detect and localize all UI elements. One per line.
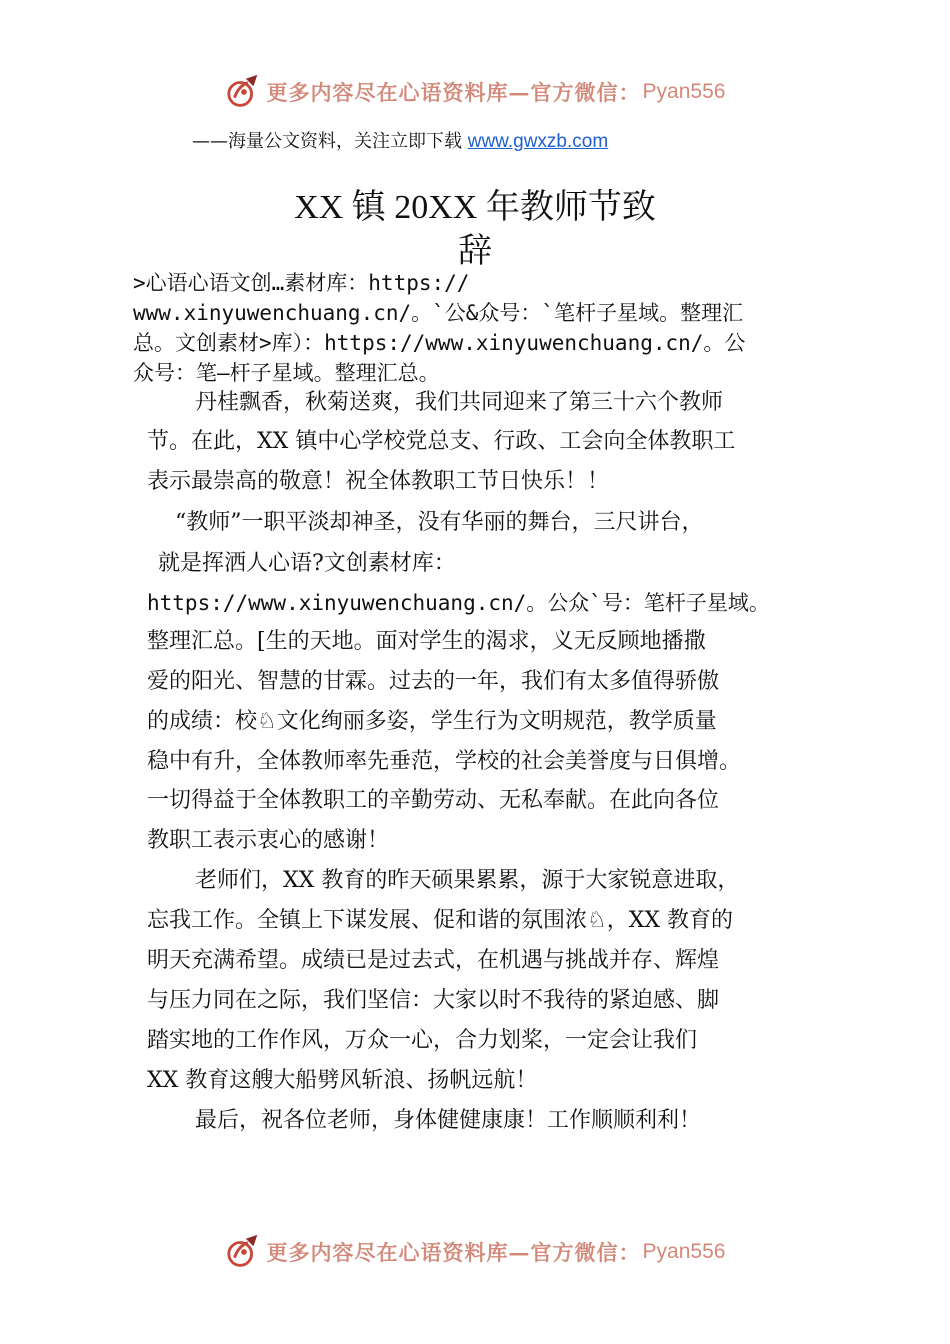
body-line: 就是挥洒人心语?文创素材库： [158, 551, 456, 576]
body-line: 爱的阳光、智慧的甘霖。过去的一年，我们有太多值得骄傲 [147, 669, 720, 694]
header-banner [0, 72, 950, 112]
tagline [192, 127, 608, 153]
body-line: 稳中有升，全体教师率先垂范，学校的社会美誉度与日俱增。 [147, 749, 742, 774]
body-line: 踏实地的工作作风，万众一心，合力划桨，一定会让我们 [147, 1028, 698, 1053]
tagline-text: ——海量公文资料，关注立即下载 [192, 131, 468, 152]
banner-wechat-handle: Pyan556 [642, 1240, 726, 1263]
body-line: 最后，祝各位老师，身体健健康康！工作顺顺利利！ [195, 1108, 702, 1133]
body-line: 老师们，XX 教育的昨天硕果累累，源于大家锐意进取， [195, 868, 740, 893]
download-link[interactable]: www.gwxzb.com [467, 131, 609, 152]
body-line: 节。在此，XX 镇中心学校党总支、行政、工会向全体教职工 [147, 429, 736, 454]
body-line: https://www.xinyuwenchuang.cn/。公众`号：笔杆子星域。 [147, 591, 770, 615]
body-line: 的成绩：校♘文化绚丽多姿，学生行为文明规范，教学质量 [147, 709, 717, 734]
footer-banner [0, 1232, 950, 1272]
body-line: 整理汇总。[生的天地。面对学生的渴求，义无反顾地播撒 [147, 629, 706, 654]
document-title: XX 镇 20XX 年教师节致 [294, 189, 656, 226]
body-line: 一切得益于全体教职工的辛勤劳动、无私奉献。在此向各位 [147, 788, 720, 813]
body-line: “教师”一职平淡却神圣，没有华丽的舞台，三尺讲台， [175, 510, 704, 535]
body-line: www.xinyuwenchuang.cn/。`公&众号：`笔杆子星域。整理汇 [133, 301, 744, 325]
body-line: 表示最崇高的敬意！祝全体教职工节日快乐！！ [147, 469, 610, 494]
banner-text: 更多内容尽在心语资料库—官方微信： [266, 80, 641, 105]
brush-logo-icon [225, 1233, 263, 1271]
document-title-continued: 辞 [458, 233, 492, 270]
body-line: 明天充满希望。成绩已是过去式，在机遇与挑战并存、辉煌 [147, 948, 720, 973]
body-line: 丹桂飘香，秋菊送爽，我们共同迎来了第三十六个教师 [195, 390, 724, 415]
body-line: XX 教育这艘大船劈风斩浪、扬帆远航！ [147, 1068, 538, 1093]
brush-logo-icon [225, 73, 263, 111]
body-line: 教职工表示衷心的感谢！ [147, 828, 390, 853]
body-line: >心语心语文创…素材库：https:// [133, 271, 470, 295]
banner-wechat-handle: Pyan556 [642, 80, 726, 103]
body-line: 与压力同在之际，我们坚信：大家以时不我待的紧迫感、脚 [147, 988, 720, 1013]
banner-text: 更多内容尽在心语资料库—官方微信： [266, 1240, 641, 1265]
body-line: 众号：笔—杆子星域。整理汇总。 [133, 361, 440, 385]
body-line: 忘我工作。全镇上下谋发展、促和谐的氛围浓♘，XX 教育的 [147, 908, 734, 933]
body-line: 总。文创素材>库）：https://www.xinyuwenchuang.cn/。公 [133, 331, 746, 355]
